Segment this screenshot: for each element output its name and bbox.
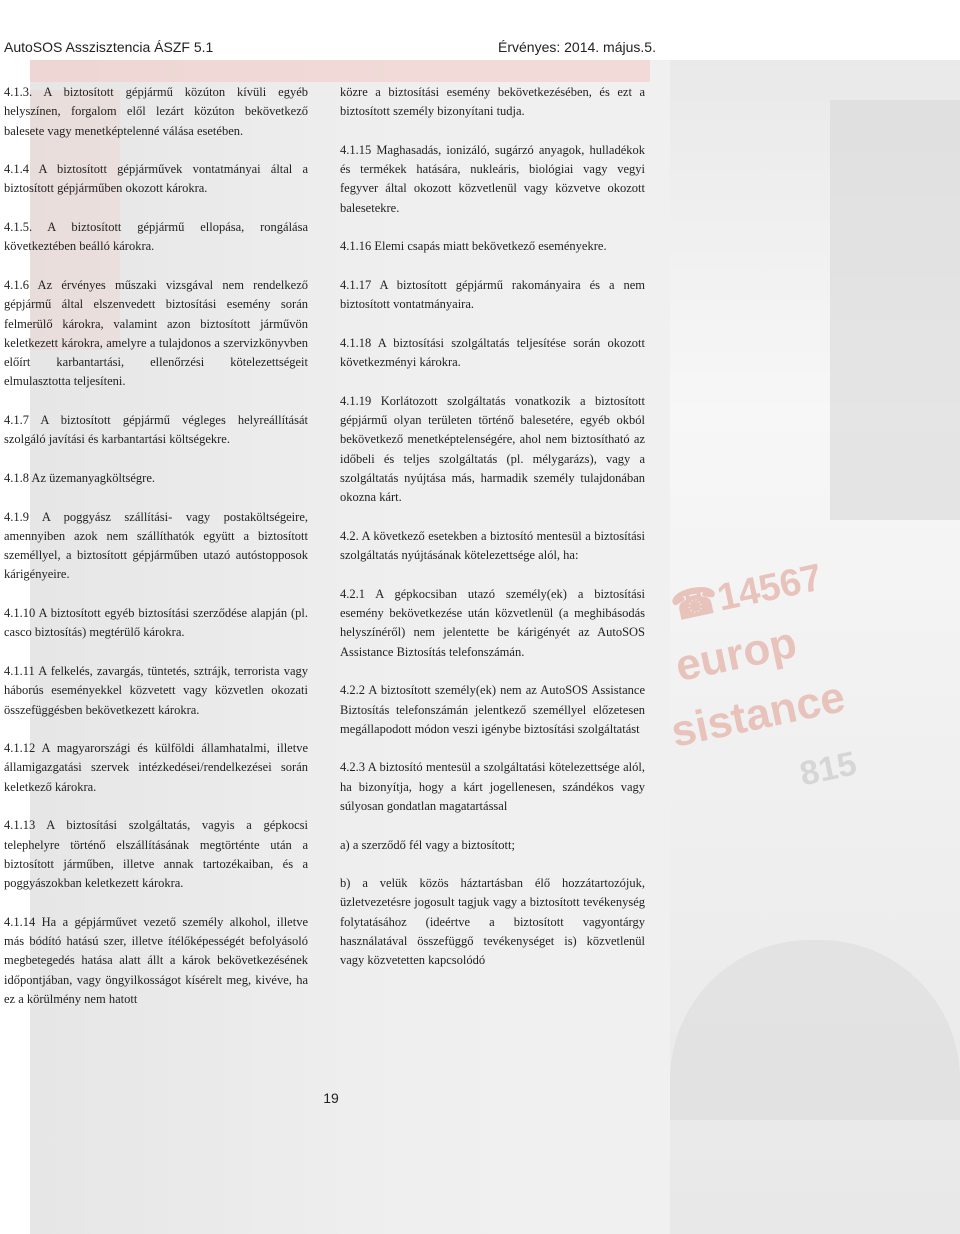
clause-4-1-4: 4.1.4 A biztosított gépjárművek vontatmányai által a biztosított gépjárműben okozott károkra. [4,162,308,196]
clause-4-2-3-b: b) a velük közös háztartásban élő hozzátartozójuk, üzletvezetésre jogosult tagjuk vagy a biztosított tevékenység folytatásához (ideértve a biztosított vagyontárgy használatával összefüggő tevékenységet is) közvetlenül vagy közvetetten kapcsolódó [340,876,645,968]
watermark-assistance: sistance [666,672,850,757]
clause-4-1-14: 4.1.14 Ha a gépjárművet vezető személy alkohol, illetve más bódító hatású szer, illetve ítélőképességét befolyásoló megbetegedés hatása alatt állt a károk bekövetkezésének időpontjában, vagy öngyilkosságot kísérelt meg, kivéve, ha ez a körülmény nem hatott [4,914,308,1006]
page-header [0,0,960,60]
clause-4-1-8: 4.1.8 Az üzemanyagköltségre. [4,470,155,485]
clause-4-1-11: 4.1.11 A felkelés, zavargás, tüntetés, sztrájk, terrorista vagy háborús eseményekkel közvetett vagy közvetlen okozati összefüggésben bekövetkezett károkra. [4,663,308,717]
truck-window [830,100,960,520]
clause-4-2-3: 4.2.3 A biztosító mentesül a szolgáltatási kötelezettsége alól, ha bizonyítja, hogy a kárt jogellenesen, szándékos vagy súlyosan gondatlan magatartással [340,760,645,813]
red-stripe-top [30,60,650,82]
clause-4-1-14-continued: közre a biztosítási esemény bekövetkezésében, és ezt a biztosított személy bizonyítani tudja. [340,85,645,119]
watermark-phone: ☎14567 [667,556,826,630]
header-title: AutoSOS Asszisztencia ÁSZF 5.1 [4,39,214,55]
clause-4-1-18: 4.1.18 A biztosítási szolgáltatás teljesítése során okozott következményi károkra. [340,335,645,370]
clause-4-1-10: 4.1.10 A biztosított egyéb biztosítási szerződése alapján (pl. casco biztosítás) megtérülő károkra. [4,606,308,640]
clause-4-1-17: 4.1.17 A biztosított gépjármű rakományaira és a nem biztosított vontatmányaira. [340,277,645,312]
clause-4-2-3-a: a) a szerződő fél vagy a biztosított; [340,837,515,852]
clause-4-2: 4.2. A következő esetekben a biztosító mentesül a biztosítási szolgáltatás nyújtásának kötelezettsége alól, ha: [340,528,645,563]
clause-4-1-16: 4.1.16 Elemi csapás miatt bekövetkező eseményekre. [340,239,607,254]
page-number: 19 [323,1090,339,1106]
clause-4-1-13: 4.1.13 A biztosítási szolgáltatás, vagyis a gépkocsi telephelyre történő elszállításának megtörténte után a biztosított járműben, illetve annak tartozékaiban, és a poggyászokban keletkezett károkra. [4,818,308,891]
left-column [4,83,308,1009]
clause-4-2-1: 4.2.1 A gépkocsiban utazó személy(ek) a biztosítási esemény bekövetkezése után közvetlenül (a meghibásodás helyszínéről) nem jelentette be kárigényét az AutoSOS Assistance Biztosítás telefonszámán. [340,586,645,659]
header-validity: Érvényes: 2014. május.5. [498,39,656,55]
clause-4-1-12: 4.1.12 A magyarországi és külföldi államhatalmi, illetve államigazgatási szervek intézkedései/rendelkezései során keletkező károkra. [4,741,308,794]
clause-4-1-7: 4.1.7 A biztosított gépjármű végleges helyreállítását szolgáló javítási és karbantartási költségekre. [4,413,308,447]
clause-4-1-5: 4.1.5. A biztosított gépjármű ellopása, rongálása következtében beálló károkra. [4,220,308,254]
clause-4-1-15: 4.1.15 Maghasadás, ionizáló, sugárzó anyagok, hulladékok és termékek hatására, nukleáris, biológiai vagy vegyi fegyver által okozott közvetlenül vagy közvetve okozott balesetekre. [340,142,645,215]
watermark-number: 815 [796,744,860,794]
watermark-europ: europ [671,617,801,692]
clause-4-1-19: 4.1.19 Korlátozott szolgáltatás vonatkozik a biztosított gépjármű olyan területen történő balesetére, egyéb okból bekövetkező menetképtelenségére, ahol nem biztosítható az időbeli és teljes szolgáltatás (pl. mélygarázs), vagy a szolgáltatás nyújtása más, harmadik személy tulajdonában okozna kárt. [340,393,645,505]
clause-4-1-6: 4.1.6 Az érvényes műszaki vizsgával nem rendelkező gépjármű által elszenvedett biztosítási esemény során felmerülő károkra, valamint azon biztosított járművön keletkezett károkra, amelyre a tulajdonos a szervizkönyvben előírt karbantartási, ellenőrzési kötelezettségeit elmulasztotta teljesíteni. [4,277,308,389]
clause-4-1-9: 4.1.9 A poggyász szállítási- vagy postaköltségeire, amennyiben azok nem szállíthatók együtt a biztosított személlyel, a biztosított gépjárműben utazó autóstopposok kárigényeire. [4,509,308,582]
clause-4-1-3: 4.1.3. A biztosított gépjármű közúton kívüli egyéb helyszínen, forgalom elől lezárt közúton bekövetkező balesete vagy menetképtelenné válása esetében. [4,85,308,138]
clause-4-2-2: 4.2.2 A biztosított személy(ek) nem az AutoSOS Assistance Biztosítás telefonszámán jelentkező személlyel előzetesen megállapodott módon veszi igénybe biztosítási szolgáltatást [340,683,645,736]
right-column [340,83,645,971]
